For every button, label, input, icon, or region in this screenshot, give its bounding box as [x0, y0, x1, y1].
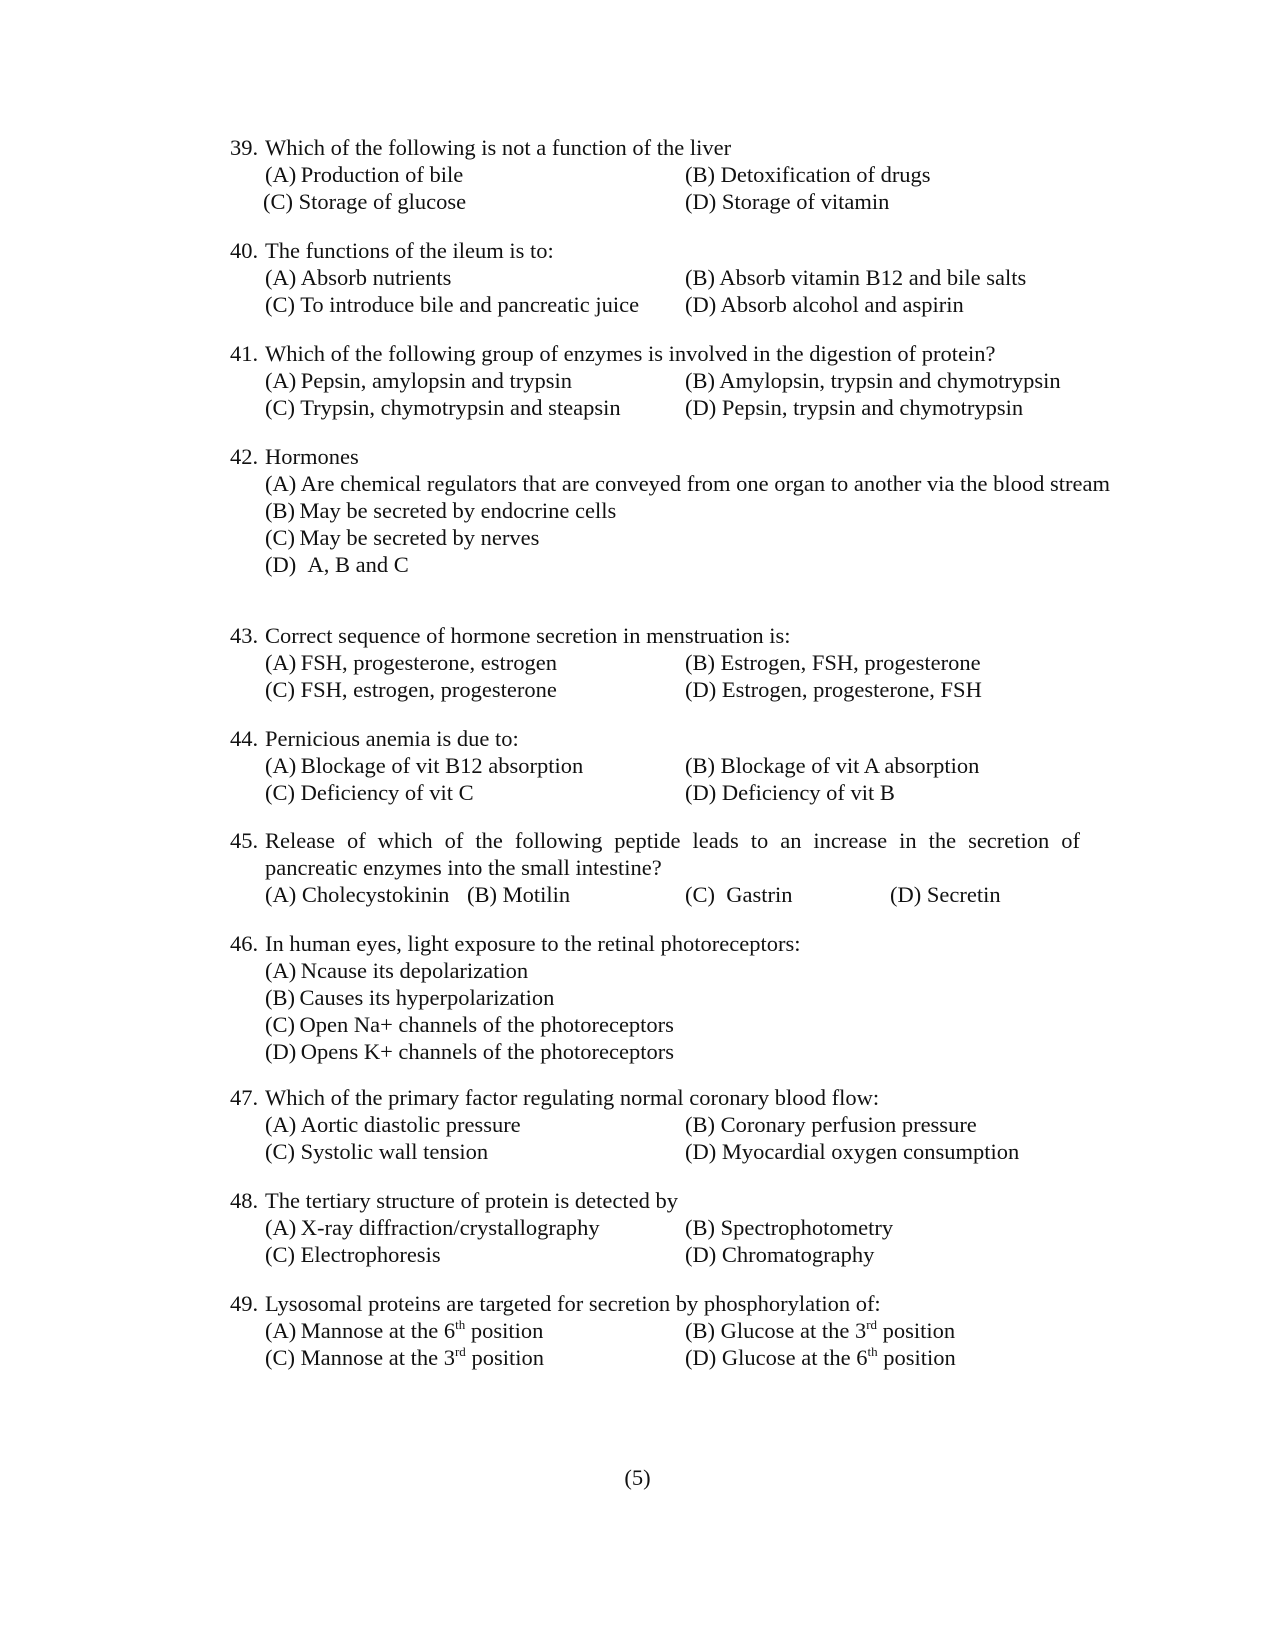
- option-c: (C) May be secreted by nerves: [265, 525, 540, 550]
- option-b: [685, 1317, 955, 1344]
- option-a: (A) Aortic diastolic pressure: [265, 1112, 521, 1137]
- option-row: [230, 1138, 1080, 1165]
- option-d: (D) Deficiency of vit B: [685, 780, 895, 805]
- question-number: 46.: [230, 931, 259, 956]
- question-text: The functions of the ileum is to:: [265, 238, 554, 263]
- question-39: [230, 134, 1080, 215]
- option-b: (B) Blockage of vit A absorption: [685, 753, 980, 778]
- question-text: Lysosomal proteins are targeted for secretion by phosphorylation of:: [265, 1291, 881, 1316]
- option-d: (D) Storage of vitamin: [685, 189, 890, 214]
- question-49: [230, 1290, 1080, 1371]
- option-b: (B) Coronary perfusion pressure: [685, 1112, 977, 1137]
- option-row: [230, 779, 1080, 806]
- option-d: (D) A, B and C: [265, 552, 409, 577]
- question-48: [230, 1187, 1080, 1268]
- option-a: (A) Absorb nutrients: [265, 265, 452, 290]
- option-row: [230, 291, 1080, 318]
- question-stem: [230, 134, 1080, 161]
- option-c: (C) Gastrin: [685, 882, 793, 907]
- question-44: [230, 725, 1080, 806]
- question-number: 42.: [230, 444, 259, 469]
- option-row: [230, 881, 1080, 908]
- option-d: (D) Pepsin, trypsin and chymotrypsin: [685, 395, 1024, 420]
- question-number: 41.: [230, 341, 259, 366]
- option-a: (A) Blockage of vit B12 absorption: [265, 753, 584, 778]
- question-number: 39.: [230, 135, 259, 160]
- question-number: 40.: [230, 238, 259, 263]
- option-a: (A) Are chemical regulators that are conveyed from one organ to another via the blood stream: [265, 471, 1111, 496]
- option-c: (C) FSH, estrogen, progesterone: [265, 677, 557, 702]
- option-a: (A) Cholecystokinin: [265, 882, 450, 907]
- option-b: (B) Causes its hyperpolarization: [265, 985, 555, 1010]
- option-row: [230, 1038, 1080, 1065]
- option-b: (B) Amylopsin, trypsin and chymotrypsin: [685, 368, 1061, 393]
- option-c: (C) Systolic wall tension: [265, 1139, 489, 1164]
- option-c-suffix: position: [465, 1345, 544, 1370]
- option-d: (D) Opens K+ channels of the photoreceptors: [265, 1039, 674, 1064]
- question-46: [230, 930, 1080, 1065]
- question-43: [230, 622, 1080, 703]
- option-row: [230, 649, 1080, 676]
- question-text: Which of the following is not a function of the liver: [265, 135, 732, 160]
- question-text: Which of the primary factor regulating normal coronary blood flow:: [265, 1085, 880, 1110]
- option-d-suffix: position: [877, 1345, 956, 1370]
- question-stem: [230, 930, 1080, 957]
- option-row: [230, 264, 1080, 291]
- question-stem: [230, 1187, 1080, 1214]
- option-row: [230, 676, 1080, 703]
- option-c: (C) Trypsin, chymotrypsin and steapsin: [265, 395, 621, 420]
- option-b-suffix: position: [877, 1318, 956, 1343]
- question-45: [230, 827, 1080, 908]
- option-d: (D) Absorb alcohol and aspirin: [685, 292, 964, 317]
- question-stem: [230, 827, 1080, 881]
- option-d: (D) Estrogen, progesterone, FSH: [685, 677, 982, 702]
- option-c-text: (C) Mannose at the 3: [265, 1345, 455, 1370]
- question-47: [230, 1084, 1080, 1165]
- option-row: [230, 957, 1080, 984]
- option-row: [230, 1317, 1080, 1344]
- question-42: [230, 443, 1111, 578]
- question-text: In human eyes, light exposure to the retinal photoreceptors:: [265, 931, 801, 956]
- question-stem: [230, 1290, 1080, 1317]
- question-number: 43.: [230, 623, 259, 648]
- option-row: [230, 161, 1080, 188]
- option-d: (D) Secretin: [890, 882, 1001, 907]
- question-40: [230, 237, 1080, 318]
- option-row: [230, 551, 1080, 578]
- option-row: [230, 1111, 1080, 1138]
- option-c: (C) Deficiency of vit C: [265, 780, 474, 805]
- option-c: (C) Electrophoresis: [265, 1242, 441, 1267]
- option-b: (B) Absorb vitamin B12 and bile salts: [685, 265, 1027, 290]
- option-row: [230, 470, 1111, 497]
- option-row: [230, 367, 1080, 394]
- option-row: [230, 1011, 1080, 1038]
- question-number: 47.: [230, 1085, 259, 1110]
- option-d-superscript: th: [867, 1344, 878, 1359]
- option-b: (B) Estrogen, FSH, progesterone: [685, 650, 981, 675]
- question-number: 49.: [230, 1291, 259, 1316]
- option-a: (A) X-ray diffraction/crystallography: [265, 1215, 600, 1240]
- option-b-superscript: rd: [866, 1317, 878, 1332]
- option-a-superscript: th: [455, 1317, 466, 1332]
- question-stem: [230, 1084, 1080, 1111]
- page-number: (5): [624, 1465, 651, 1490]
- question-stem: [230, 340, 1080, 367]
- question-text: Which of the following group of enzymes is involved in the digestion of protein?: [265, 341, 996, 366]
- option-row: [230, 752, 1080, 779]
- question-text: Pernicious anemia is due to:: [265, 726, 519, 751]
- option-b: (B) May be secreted by endocrine cells: [265, 498, 617, 523]
- option-b: (B) Detoxification of drugs: [685, 162, 931, 187]
- option-c: (C) Open Na+ channels of the photoreceptors: [265, 1012, 674, 1037]
- option-d: [685, 1344, 956, 1371]
- question-text: The tertiary structure of protein is detected by: [265, 1188, 678, 1213]
- option-a: (A) Ncause its depolarization: [265, 958, 529, 983]
- option-c: (C) To introduce bile and pancreatic juice: [265, 292, 640, 317]
- option-a-suffix: position: [465, 1318, 544, 1343]
- option-a: (A) Production of bile: [265, 162, 464, 187]
- question-text: Correct sequence of hormone secretion in menstruation is:: [265, 623, 791, 648]
- question-stem: [230, 622, 1080, 649]
- option-d: (D) Myocardial oxygen consumption: [685, 1139, 1020, 1164]
- option-row: [230, 1344, 1080, 1371]
- option-row: [230, 394, 1080, 421]
- option-row: [230, 984, 1080, 1011]
- question-number: 48.: [230, 1188, 259, 1213]
- option-a: (A) Pepsin, amylopsin and trypsin: [265, 368, 572, 393]
- option-row: [230, 524, 1080, 551]
- question-stem: [230, 237, 1080, 264]
- option-c: (C) Storage of glucose: [263, 189, 467, 214]
- question-41: [230, 340, 1080, 421]
- question-text: Release of which of the following peptide leads to an increase in the secretion of pancreatic enzymes into the small intestine?: [265, 828, 1080, 880]
- option-c: [265, 1344, 685, 1371]
- option-a: (A) FSH, progesterone, estrogen: [265, 650, 557, 675]
- option-row: [230, 1241, 1080, 1268]
- option-c-superscript: rd: [454, 1344, 466, 1359]
- option-a-text: (A) Mannose at the 6: [265, 1318, 456, 1343]
- option-b-text: (B) Glucose at the 3: [685, 1318, 867, 1343]
- option-b: (B) Spectrophotometry: [685, 1215, 894, 1240]
- question-number: 45.: [230, 828, 259, 853]
- question-stem: [230, 443, 1080, 470]
- question-text: Hormones: [265, 444, 359, 469]
- option-a: [265, 1317, 685, 1344]
- question-number: 44.: [230, 726, 259, 751]
- option-row: [230, 1214, 1080, 1241]
- option-row: [230, 188, 1080, 215]
- question-stem: [230, 725, 1080, 752]
- option-d: (D) Chromatography: [685, 1242, 875, 1267]
- option-d-text: (D) Glucose at the 6: [685, 1345, 868, 1370]
- option-row: [230, 497, 1080, 524]
- option-b: (B) Motilin: [467, 882, 571, 907]
